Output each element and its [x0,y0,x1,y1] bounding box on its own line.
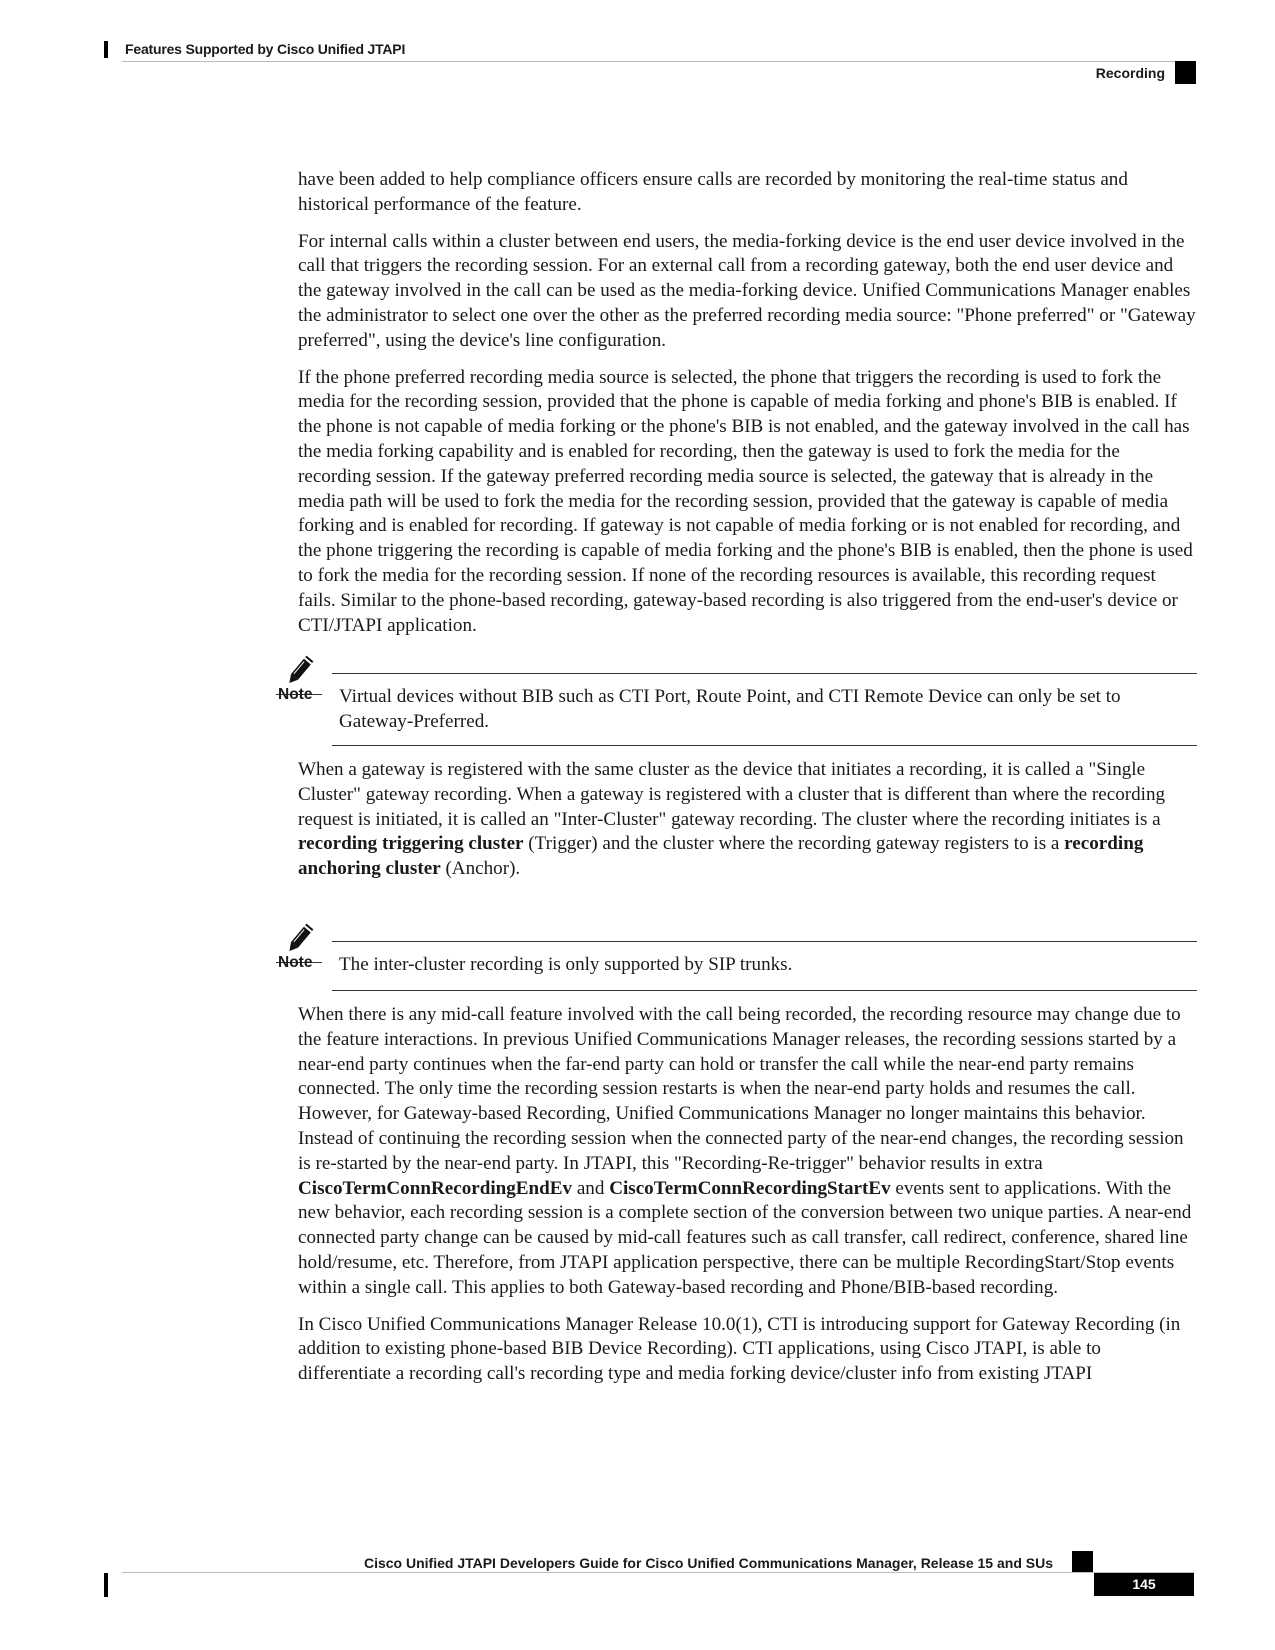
paragraph-1: have been added to help compliance officers ensure calls are recorded by monitoring the real-time status and historical performance of the feature. [298,169,1128,215]
note-2-text: The inter-cluster recording is only supported by SIP trunks. [339,954,793,975]
header-rule [122,61,1194,62]
note-1-bottom-rule [332,745,1197,746]
body-section-2 [298,758,1197,894]
paragraph-4-text-d: (Anchor). [440,858,521,880]
header-chapter-title: Features Supported by Cisco Unified JTAPI [125,41,406,57]
paragraph-5-text-c: and [572,1177,610,1199]
note-1 [268,652,1197,772]
paragraph-6: In Cisco Unified Communications Manager Release 10.0(1), CTI is introducing support for Gateway Recording (in addition to existing phone-based BIB Device Recording). CTI applications, using Cisco JTAPI, is able to differentiate a recording call's recording type and media forking device/cluster info from existing JTAPI [298,1313,1181,1385]
footer-guide-title: Cisco Unified JTAPI Developers Guide for Cisco Unified Communications Manager, Release 15 and SUs [363,1555,1053,1571]
paragraph-4 [298,758,1197,882]
footer-left-bar [104,1573,108,1597]
body-section-3 [298,1003,1197,1399]
note-2-top-rule [332,941,1197,942]
paragraph-2: For internal calls within a cluster between end users, the media-forking device is the end user device involved in the call that triggers the recording session. For an external call from a recording gateway, both the end user device and the gateway involved in the call can be used as the media-forking device. Unified Communications Manager enables the administrator to select one over the other as the preferred recording media source: "Phone preferred" or "Gateway preferred", using the device's line configuration. [298,230,1196,351]
header-left-bar [104,41,108,58]
footer-rule [122,1572,1194,1573]
paragraph-5 [298,1003,1197,1301]
paragraph-4-text-c: (Trigger) and the cluster where the recording gateway registers to is a [523,833,1065,855]
paragraph-4-text-a: When a gateway is registered with the same cluster as the device that initiates a recording, it is called a "Single Cluster" gateway recording. When a gateway is registered with a cluster that is different than where the recording request is initiated, it is called an "Inter-Cluster" gateway recording. The cluster where the recording initiates is a [298,759,1166,830]
page-number: 145 [1094,1573,1194,1596]
note-1-top-rule [332,673,1197,674]
term-recording-end-event: CiscoTermConnRecordingEndEv [298,1177,573,1199]
header-section-block [1175,61,1196,84]
paragraph-5-text-a: When there is any mid-call feature involved with the call being recorded, the recording resource may change due to the feature interactions. In previous Unified Communications Manager releases, the recording sessions started by a near-end party continues when the far-end party can hold or transfer the call while the near-end party remains connected. The only time the recording session restarts is when the near-end party holds and resumes the call. However, for Gateway-based Recording, Unified Communications Manager no longer maintains this behavior. Instead of continuing the recording session when the connected party of the near-end changes, the recording session is re-started by the near-end party. In JTAPI, this "Recording-Re-trigger" behavior results in extra [298,1004,1184,1174]
note-2-bottom-rule [332,990,1197,991]
paragraph-5-text-d: events sent to applications. With the new behavior, each recording session is a complete section of the conversion between two unique parties. A near-end connected party change can be caused by mid-call features such as call transfer, call redirect, conference, shared line hold/resume, etc. Therefore, from JTAPI application perspective, there can be multiple RecordingStart/Stop events within a single call. This applies to both Gateway-based recording and Phone/BIB-based recording. [298,1177,1192,1298]
term-recording-triggering-cluster: recording triggering cluster [298,833,524,855]
term-recording-anchoring-cluster: recording anchoring cluster [298,833,1144,880]
note-1-text: Virtual devices without BIB such as CTI Port, Route Point, and CTI Remote Device can only be set to Gateway-Preferred. [339,686,1121,732]
paragraph-3: If the phone preferred recording media source is selected, the phone that triggers the recording is used to fork the media for the recording session, provided that the phone is capable of media forking and phone's BIB is enabled. If the phone is not capable of media forking or the phone's BIB is not enabled, and the gateway involved in the call has the media forking capability and is enabled for recording, then the gateway is used to fork the media for the recording session. If the gateway preferred recording media source is selected, the gateway that is already in the media path will be used to fork the media for the recording session, provided that the gateway is capable of media forking and is enabled for recording. If gateway is not capable of media forking or is not enabled for recording, and the phone triggering the recording is capable of media forking and the phone's BIB is enabled, then the phone is used to fork the media for the recording session. If none of the recording resources is available, this recording request fails. Similar to the phone-based recording, gateway-based recording is also triggered from the end-user's device or CTI/JTAPI application. [298,366,1193,636]
note-1-label: Note [278,686,313,703]
footer-block [1072,1551,1093,1572]
term-recording-start-event: CiscoTermConnRecordingStartEv [609,1177,891,1199]
body-section-1 [298,168,1197,650]
header-section-title: Recording [1095,65,1165,81]
note-2-label: Note [278,954,313,971]
